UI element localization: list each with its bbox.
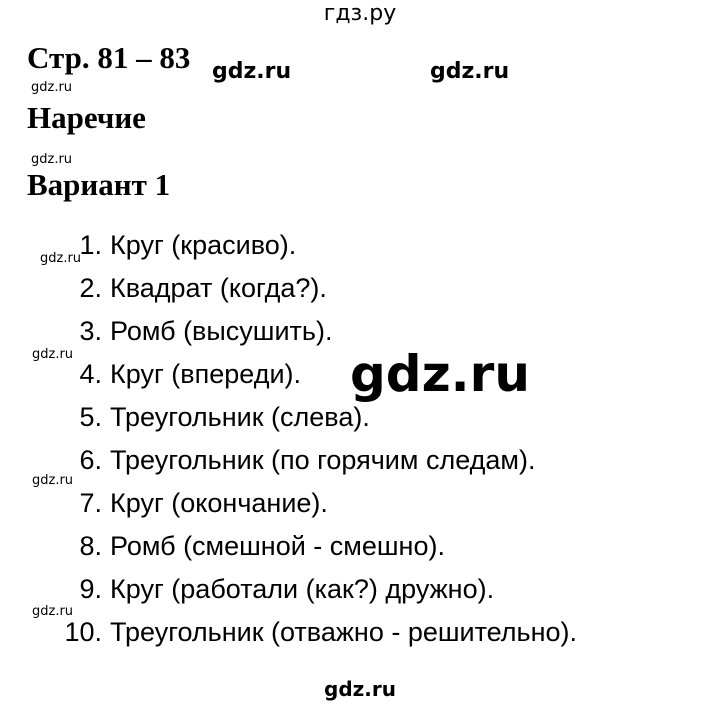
topic-heading: Наречие	[27, 100, 146, 135]
list-item-number: 9.	[79, 574, 102, 604]
variant-heading: Вариант 1	[27, 167, 171, 202]
list-item-text: Треугольник (слева).	[110, 402, 370, 432]
list-item	[0, 399, 370, 435]
list-item-text: Треугольник (отважно - решительно).	[110, 617, 578, 647]
watermark-small-6: gdz.ru	[32, 604, 74, 619]
watermark-small-1: gdz.ru	[31, 80, 73, 95]
list-item-number: 3.	[79, 316, 102, 346]
list-item-number: 4.	[79, 359, 102, 389]
list-item-number: 5.	[79, 402, 102, 432]
list-item-text: Квадрат (когда?).	[110, 273, 327, 303]
list-item	[0, 356, 301, 392]
list-item-number: 1.	[79, 230, 102, 260]
list-item	[0, 528, 445, 564]
list-item	[0, 571, 494, 607]
list-item	[0, 442, 535, 478]
watermark-bottom: gdz.ru	[324, 677, 396, 701]
list-item-number: 8.	[79, 531, 102, 561]
list-item	[0, 614, 577, 650]
watermark-large: gdz.ru	[350, 345, 530, 403]
list-item-number: 2.	[79, 273, 102, 303]
list-item	[0, 485, 328, 521]
list-item-number: 6.	[79, 445, 102, 475]
list-item-text: Треугольник (по горячим следам).	[110, 445, 536, 475]
watermark-header-right: gdz.ru	[430, 59, 510, 84]
watermark-header-left: gdz.ru	[212, 59, 292, 84]
list-item-text: Круг (работали (как?) дружно).	[110, 574, 495, 604]
watermark-small-4: gdz.ru	[32, 347, 74, 362]
list-item	[0, 270, 327, 306]
list-item-text: Круг (красиво).	[110, 230, 297, 260]
list-item-text: Круг (впереди).	[110, 359, 302, 389]
watermark-small-5: gdz.ru	[32, 473, 74, 488]
watermark-small-3: gdz.ru	[40, 251, 82, 266]
list-item-text: Круг (окончание).	[110, 488, 328, 518]
watermark-small-2: gdz.ru	[31, 152, 73, 167]
watermark-top: гдз.ру	[323, 1, 397, 26]
page-reference-heading: Стр. 81 – 83	[27, 40, 191, 75]
list-item	[0, 227, 296, 263]
list-item-number: 7.	[79, 488, 102, 518]
list-item-number: 10.	[64, 617, 102, 647]
list-item-text: Ромб (высушить).	[110, 316, 333, 346]
list-item-text: Ромб (смешной - смешно).	[110, 531, 445, 561]
list-item	[0, 313, 332, 349]
